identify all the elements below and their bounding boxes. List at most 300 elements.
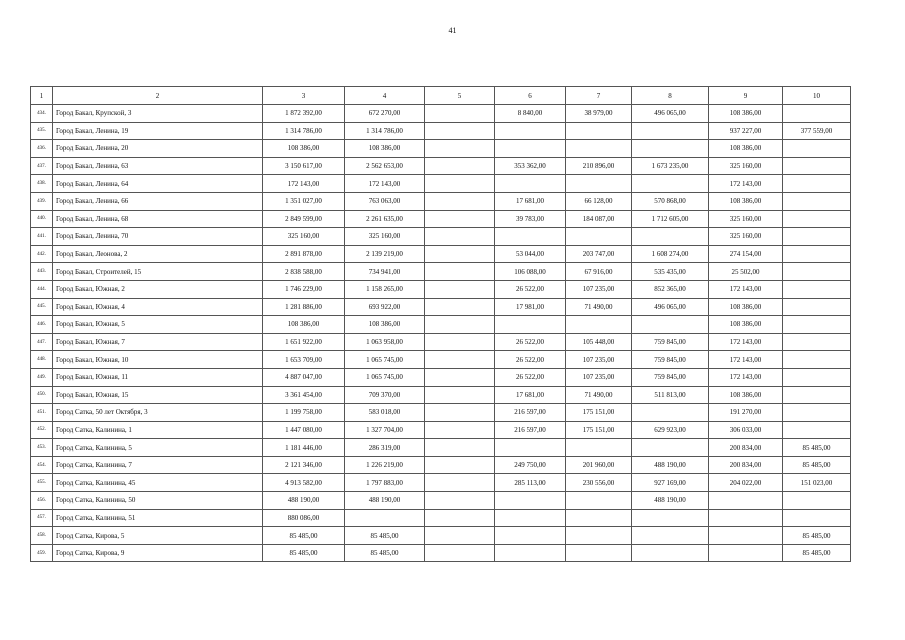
amount-col-6-cell <box>495 544 566 562</box>
amount-col-8-cell <box>632 439 709 457</box>
row-number-cell: 459. <box>31 544 53 562</box>
amount-col-5-cell <box>425 157 495 175</box>
table-row <box>31 140 851 158</box>
amount-col-4-cell: 108 386,00 <box>345 316 425 334</box>
row-number-cell: 457. <box>31 509 53 527</box>
amount-col-8-cell <box>632 544 709 562</box>
amount-col-5-cell <box>425 192 495 210</box>
amount-col-5-cell <box>425 333 495 351</box>
amount-col-6-cell <box>495 316 566 334</box>
amount-col-9-cell: 108 386,00 <box>709 192 783 210</box>
row-number-cell: 441. <box>31 228 53 246</box>
table-body <box>31 105 851 562</box>
amount-col-4-cell: 1 797 883,00 <box>345 474 425 492</box>
total-amount-cell: 1 653 709,00 <box>263 351 345 369</box>
amount-col-4-cell: 85 485,00 <box>345 527 425 545</box>
address-cell: Город Бакал, Ленина, 64 <box>53 175 263 193</box>
amount-col-8-cell: 629 923,00 <box>632 421 709 439</box>
header-cell: 8 <box>632 87 709 105</box>
amount-col-9-cell: 274 154,00 <box>709 245 783 263</box>
total-amount-cell: 108 386,00 <box>263 316 345 334</box>
amount-col-8-cell: 570 868,00 <box>632 192 709 210</box>
header-cell: 4 <box>345 87 425 105</box>
address-cell: Город Бакал, Леонова, 2 <box>53 245 263 263</box>
amount-col-7-cell: 230 556,00 <box>566 474 632 492</box>
total-amount-cell: 1 199 758,00 <box>263 404 345 422</box>
amount-col-9-cell: 200 834,00 <box>709 439 783 457</box>
amount-col-8-cell: 535 435,00 <box>632 263 709 281</box>
table-row <box>31 175 851 193</box>
amount-col-6-cell: 106 088,00 <box>495 263 566 281</box>
amount-col-5-cell <box>425 527 495 545</box>
amount-col-5-cell <box>425 263 495 281</box>
total-amount-cell: 1 872 392,00 <box>263 105 345 123</box>
amount-col-10-cell <box>783 333 851 351</box>
table-row <box>31 263 851 281</box>
address-cell: Город Бакал, Крупской, 3 <box>53 105 263 123</box>
amount-col-8-cell <box>632 509 709 527</box>
address-cell: Город Сатка, Калинина, 5 <box>53 439 263 457</box>
amount-col-4-cell: 1 226 219,00 <box>345 456 425 474</box>
total-amount-cell: 2 838 588,00 <box>263 263 345 281</box>
row-number-cell: 438. <box>31 175 53 193</box>
row-number-cell: 454. <box>31 456 53 474</box>
amount-col-10-cell <box>783 228 851 246</box>
total-amount-cell: 1 351 027,00 <box>263 192 345 210</box>
table-row <box>31 210 851 228</box>
amount-col-9-cell: 108 386,00 <box>709 140 783 158</box>
amount-col-8-cell: 488 190,00 <box>632 492 709 510</box>
header-cell: 9 <box>709 87 783 105</box>
table-row <box>31 474 851 492</box>
amount-col-5-cell <box>425 351 495 369</box>
address-cell: Город Бакал, Ленина, 70 <box>53 228 263 246</box>
amount-col-10-cell <box>783 298 851 316</box>
amount-col-4-cell: 286 319,00 <box>345 439 425 457</box>
amount-col-8-cell: 1 608 274,00 <box>632 245 709 263</box>
row-number-cell: 449. <box>31 368 53 386</box>
amount-col-10-cell: 85 485,00 <box>783 544 851 562</box>
amount-col-9-cell <box>709 509 783 527</box>
amount-col-5-cell <box>425 105 495 123</box>
amount-col-5-cell <box>425 316 495 334</box>
amount-col-7-cell: 184 087,00 <box>566 210 632 228</box>
amount-col-6-cell: 216 597,00 <box>495 421 566 439</box>
table-row <box>31 456 851 474</box>
amount-col-5-cell <box>425 140 495 158</box>
address-cell: Город Сатка, Калинина, 45 <box>53 474 263 492</box>
amount-col-10-cell: 85 485,00 <box>783 527 851 545</box>
amount-col-4-cell: 693 922,00 <box>345 298 425 316</box>
amount-col-9-cell: 172 143,00 <box>709 333 783 351</box>
amount-col-6-cell: 216 597,00 <box>495 404 566 422</box>
address-cell: Город Бакал, Ленина, 19 <box>53 122 263 140</box>
amount-col-7-cell <box>566 228 632 246</box>
amount-col-8-cell: 496 065,00 <box>632 298 709 316</box>
amount-col-10-cell <box>783 316 851 334</box>
table-row <box>31 157 851 175</box>
page-number: 41 <box>448 26 457 35</box>
amount-col-4-cell: 172 143,00 <box>345 175 425 193</box>
amount-col-4-cell <box>345 509 425 527</box>
amount-col-8-cell <box>632 404 709 422</box>
amount-col-7-cell <box>566 122 632 140</box>
table-row <box>31 192 851 210</box>
amount-col-4-cell: 672 270,00 <box>345 105 425 123</box>
amount-col-4-cell: 2 261 635,00 <box>345 210 425 228</box>
total-amount-cell: 325 160,00 <box>263 228 345 246</box>
amount-col-5-cell <box>425 456 495 474</box>
amount-col-9-cell <box>709 492 783 510</box>
amount-col-6-cell <box>495 175 566 193</box>
amount-col-7-cell: 71 490,00 <box>566 386 632 404</box>
amount-col-8-cell: 488 190,00 <box>632 456 709 474</box>
table-row <box>31 333 851 351</box>
row-number-cell: 458. <box>31 527 53 545</box>
row-number-cell: 455. <box>31 474 53 492</box>
amount-col-10-cell <box>783 492 851 510</box>
amount-col-6-cell <box>495 439 566 457</box>
amount-col-6-cell: 249 750,00 <box>495 456 566 474</box>
amount-col-7-cell <box>566 140 632 158</box>
amount-col-5-cell <box>425 175 495 193</box>
row-number-cell: 436. <box>31 140 53 158</box>
address-cell: Город Бакал, Южная, 10 <box>53 351 263 369</box>
amount-col-6-cell: 353 362,00 <box>495 157 566 175</box>
address-cell: Город Бакал, Южная, 5 <box>53 316 263 334</box>
amount-col-6-cell: 26 522,00 <box>495 280 566 298</box>
total-amount-cell: 85 485,00 <box>263 544 345 562</box>
address-cell: Город Сатка, Кирова, 5 <box>53 527 263 545</box>
header-row <box>31 87 851 105</box>
row-number-cell: 448. <box>31 351 53 369</box>
table-row <box>31 122 851 140</box>
row-number-cell: 437. <box>31 157 53 175</box>
amount-col-6-cell: 53 044,00 <box>495 245 566 263</box>
header-cell: 2 <box>53 87 263 105</box>
amount-col-7-cell: 201 960,00 <box>566 456 632 474</box>
amount-col-5-cell <box>425 228 495 246</box>
total-amount-cell: 172 143,00 <box>263 175 345 193</box>
header-cell: 5 <box>425 87 495 105</box>
table-row <box>31 439 851 457</box>
amount-col-7-cell <box>566 492 632 510</box>
amount-col-5-cell <box>425 210 495 228</box>
amount-col-8-cell: 852 365,00 <box>632 280 709 298</box>
address-cell: Город Сатка, Калинина, 50 <box>53 492 263 510</box>
amount-col-5-cell <box>425 509 495 527</box>
address-cell: Город Сатка, Кирова, 9 <box>53 544 263 562</box>
amount-col-10-cell <box>783 245 851 263</box>
table-row <box>31 280 851 298</box>
amount-col-10-cell <box>783 157 851 175</box>
table-row <box>31 368 851 386</box>
amount-col-5-cell <box>425 245 495 263</box>
amount-col-10-cell <box>783 421 851 439</box>
total-amount-cell: 4 913 582,00 <box>263 474 345 492</box>
amount-col-4-cell: 2 562 653,00 <box>345 157 425 175</box>
total-amount-cell: 2 891 878,00 <box>263 245 345 263</box>
amount-col-9-cell: 306 033,00 <box>709 421 783 439</box>
amount-col-4-cell: 763 063,00 <box>345 192 425 210</box>
table-row <box>31 544 851 562</box>
amount-col-4-cell: 583 018,00 <box>345 404 425 422</box>
amount-col-7-cell: 210 896,00 <box>566 157 632 175</box>
amount-col-8-cell: 759 845,00 <box>632 333 709 351</box>
table-row <box>31 492 851 510</box>
row-number-cell: 444. <box>31 280 53 298</box>
address-cell: Город Сатка, Калинина, 51 <box>53 509 263 527</box>
amount-col-7-cell <box>566 175 632 193</box>
total-amount-cell: 2 849 599,00 <box>263 210 345 228</box>
amount-col-6-cell: 17 681,00 <box>495 386 566 404</box>
amount-col-6-cell: 26 522,00 <box>495 333 566 351</box>
amount-col-9-cell: 108 386,00 <box>709 105 783 123</box>
total-amount-cell: 85 485,00 <box>263 527 345 545</box>
address-cell: Город Бакал, Ленина, 20 <box>53 140 263 158</box>
amount-col-8-cell <box>632 122 709 140</box>
address-cell: Город Бакал, Ленина, 63 <box>53 157 263 175</box>
header-cell: 6 <box>495 87 566 105</box>
total-amount-cell: 2 121 346,00 <box>263 456 345 474</box>
amount-col-5-cell <box>425 404 495 422</box>
amount-col-9-cell: 172 143,00 <box>709 351 783 369</box>
amount-col-5-cell <box>425 386 495 404</box>
table-row <box>31 245 851 263</box>
amount-col-6-cell: 26 522,00 <box>495 368 566 386</box>
table-row <box>31 105 851 123</box>
header-cell: 10 <box>783 87 851 105</box>
amount-col-10-cell <box>783 368 851 386</box>
amount-col-7-cell: 107 235,00 <box>566 351 632 369</box>
row-number-cell: 450. <box>31 386 53 404</box>
amount-col-6-cell <box>495 527 566 545</box>
amount-col-9-cell: 200 834,00 <box>709 456 783 474</box>
amount-col-10-cell <box>783 263 851 281</box>
amount-col-7-cell: 38 979,00 <box>566 105 632 123</box>
header-cell: 7 <box>566 87 632 105</box>
amount-col-9-cell: 191 270,00 <box>709 404 783 422</box>
amount-col-4-cell: 1 314 786,00 <box>345 122 425 140</box>
amount-col-6-cell <box>495 492 566 510</box>
table-row <box>31 527 851 545</box>
amount-col-6-cell: 17 681,00 <box>495 192 566 210</box>
amount-col-9-cell: 172 143,00 <box>709 175 783 193</box>
amount-col-8-cell: 927 169,00 <box>632 474 709 492</box>
amount-col-8-cell <box>632 175 709 193</box>
total-amount-cell: 108 386,00 <box>263 140 345 158</box>
amount-col-5-cell <box>425 439 495 457</box>
amount-col-7-cell: 71 490,00 <box>566 298 632 316</box>
header-cell: 3 <box>263 87 345 105</box>
table-row <box>31 509 851 527</box>
amount-col-6-cell: 39 783,00 <box>495 210 566 228</box>
row-number-cell: 452. <box>31 421 53 439</box>
amount-col-4-cell: 108 386,00 <box>345 140 425 158</box>
amount-col-5-cell <box>425 122 495 140</box>
total-amount-cell: 488 190,00 <box>263 492 345 510</box>
amount-col-5-cell <box>425 421 495 439</box>
amount-col-6-cell <box>495 228 566 246</box>
table-row <box>31 421 851 439</box>
total-amount-cell: 4 887 047,00 <box>263 368 345 386</box>
amount-col-10-cell <box>783 210 851 228</box>
amount-col-6-cell: 17 981,00 <box>495 298 566 316</box>
amount-col-4-cell: 2 139 219,00 <box>345 245 425 263</box>
address-cell: Город Сатка, 50 лет Октября, 3 <box>53 404 263 422</box>
amount-col-8-cell: 759 845,00 <box>632 351 709 369</box>
amount-col-5-cell <box>425 544 495 562</box>
amount-col-9-cell: 172 143,00 <box>709 368 783 386</box>
amount-col-7-cell: 203 747,00 <box>566 245 632 263</box>
amount-col-7-cell <box>566 544 632 562</box>
row-number-cell: 443. <box>31 263 53 281</box>
amount-col-4-cell: 85 485,00 <box>345 544 425 562</box>
table-row <box>31 228 851 246</box>
address-cell: Город Сатка, Калинина, 7 <box>53 456 263 474</box>
row-number-cell: 442. <box>31 245 53 263</box>
amount-col-7-cell: 107 235,00 <box>566 280 632 298</box>
amount-col-9-cell <box>709 544 783 562</box>
amount-col-6-cell: 26 522,00 <box>495 351 566 369</box>
row-number-cell: 445. <box>31 298 53 316</box>
amount-col-4-cell: 1 063 958,00 <box>345 333 425 351</box>
address-cell: Город Бакал, Южная, 11 <box>53 368 263 386</box>
amount-col-9-cell: 325 160,00 <box>709 210 783 228</box>
amount-col-5-cell <box>425 368 495 386</box>
amount-col-6-cell <box>495 509 566 527</box>
table-row <box>31 316 851 334</box>
data-table <box>30 86 851 562</box>
amount-col-8-cell: 759 845,00 <box>632 368 709 386</box>
amount-col-8-cell <box>632 140 709 158</box>
amount-col-7-cell <box>566 527 632 545</box>
amount-col-5-cell <box>425 492 495 510</box>
amount-col-7-cell <box>566 316 632 334</box>
total-amount-cell: 880 086,00 <box>263 509 345 527</box>
amount-col-6-cell: 8 840,00 <box>495 105 566 123</box>
amount-col-6-cell <box>495 140 566 158</box>
amount-col-7-cell: 66 128,00 <box>566 192 632 210</box>
table-row <box>31 351 851 369</box>
row-number-cell: 451. <box>31 404 53 422</box>
amount-col-8-cell <box>632 228 709 246</box>
amount-col-8-cell: 496 065,00 <box>632 105 709 123</box>
header-cell: 1 <box>31 87 53 105</box>
total-amount-cell: 3 150 617,00 <box>263 157 345 175</box>
address-cell: Город Бакал, Южная, 4 <box>53 298 263 316</box>
amount-col-10-cell <box>783 351 851 369</box>
amount-col-7-cell: 175 151,00 <box>566 421 632 439</box>
address-cell: Город Бакал, Южная, 2 <box>53 280 263 298</box>
amount-col-4-cell: 488 190,00 <box>345 492 425 510</box>
amount-col-10-cell <box>783 386 851 404</box>
amount-col-8-cell: 1 673 235,00 <box>632 157 709 175</box>
amount-col-4-cell: 325 160,00 <box>345 228 425 246</box>
amount-col-10-cell <box>783 175 851 193</box>
amount-col-6-cell: 285 113,00 <box>495 474 566 492</box>
row-number-cell: 439. <box>31 192 53 210</box>
table-row <box>31 298 851 316</box>
amount-col-5-cell <box>425 280 495 298</box>
amount-col-10-cell <box>783 140 851 158</box>
amount-col-8-cell <box>632 527 709 545</box>
amount-col-10-cell <box>783 280 851 298</box>
amount-col-9-cell: 108 386,00 <box>709 298 783 316</box>
row-number-cell: 435. <box>31 122 53 140</box>
table-row <box>31 404 851 422</box>
total-amount-cell: 1 447 080,00 <box>263 421 345 439</box>
amount-col-9-cell: 108 386,00 <box>709 316 783 334</box>
amount-col-4-cell: 1 327 704,00 <box>345 421 425 439</box>
address-cell: Город Бакал, Южная, 7 <box>53 333 263 351</box>
amount-col-8-cell <box>632 316 709 334</box>
address-cell: Город Бакал, Строителей, 15 <box>53 263 263 281</box>
row-number-cell: 447. <box>31 333 53 351</box>
amount-col-10-cell <box>783 509 851 527</box>
total-amount-cell: 1 281 886,00 <box>263 298 345 316</box>
amount-col-8-cell: 511 813,00 <box>632 386 709 404</box>
row-number-cell: 456. <box>31 492 53 510</box>
amount-col-7-cell: 175 151,00 <box>566 404 632 422</box>
amount-col-9-cell: 204 022,00 <box>709 474 783 492</box>
amount-col-9-cell: 937 227,00 <box>709 122 783 140</box>
amount-col-7-cell: 107 235,00 <box>566 368 632 386</box>
amount-col-4-cell: 734 941,00 <box>345 263 425 281</box>
amount-col-9-cell: 325 160,00 <box>709 228 783 246</box>
amount-col-5-cell <box>425 298 495 316</box>
table-row <box>31 386 851 404</box>
amount-col-10-cell: 85 485,00 <box>783 439 851 457</box>
row-number-cell: 453. <box>31 439 53 457</box>
amount-col-8-cell: 1 712 605,00 <box>632 210 709 228</box>
amount-col-9-cell: 25 502,00 <box>709 263 783 281</box>
total-amount-cell: 1 651 922,00 <box>263 333 345 351</box>
amount-col-5-cell <box>425 474 495 492</box>
address-cell: Город Бакал, Ленина, 68 <box>53 210 263 228</box>
amount-col-10-cell: 377 559,00 <box>783 122 851 140</box>
amount-col-4-cell: 1 065 745,00 <box>345 351 425 369</box>
address-cell: Город Сатка, Калинина, 1 <box>53 421 263 439</box>
amount-col-4-cell: 1 065 745,00 <box>345 368 425 386</box>
address-cell: Город Бакал, Южная, 15 <box>53 386 263 404</box>
amount-col-10-cell <box>783 404 851 422</box>
amount-col-4-cell: 709 370,00 <box>345 386 425 404</box>
amount-col-9-cell <box>709 527 783 545</box>
row-number-cell: 440. <box>31 210 53 228</box>
amount-col-4-cell: 1 158 265,00 <box>345 280 425 298</box>
amount-col-7-cell <box>566 509 632 527</box>
amount-col-7-cell <box>566 439 632 457</box>
address-cell: Город Бакал, Ленина, 66 <box>53 192 263 210</box>
amount-col-9-cell: 172 143,00 <box>709 280 783 298</box>
amount-col-10-cell <box>783 105 851 123</box>
total-amount-cell: 1 746 229,00 <box>263 280 345 298</box>
amount-col-7-cell: 105 448,00 <box>566 333 632 351</box>
amount-col-6-cell <box>495 122 566 140</box>
row-number-cell: 434. <box>31 105 53 123</box>
amount-col-9-cell: 325 160,00 <box>709 157 783 175</box>
total-amount-cell: 1 314 786,00 <box>263 122 345 140</box>
amount-col-10-cell: 151 023,00 <box>783 474 851 492</box>
amount-col-10-cell: 85 485,00 <box>783 456 851 474</box>
total-amount-cell: 1 181 446,00 <box>263 439 345 457</box>
amount-col-9-cell: 108 386,00 <box>709 386 783 404</box>
amount-col-7-cell: 67 916,00 <box>566 263 632 281</box>
row-number-cell: 446. <box>31 316 53 334</box>
amount-col-10-cell <box>783 192 851 210</box>
total-amount-cell: 3 361 454,00 <box>263 386 345 404</box>
